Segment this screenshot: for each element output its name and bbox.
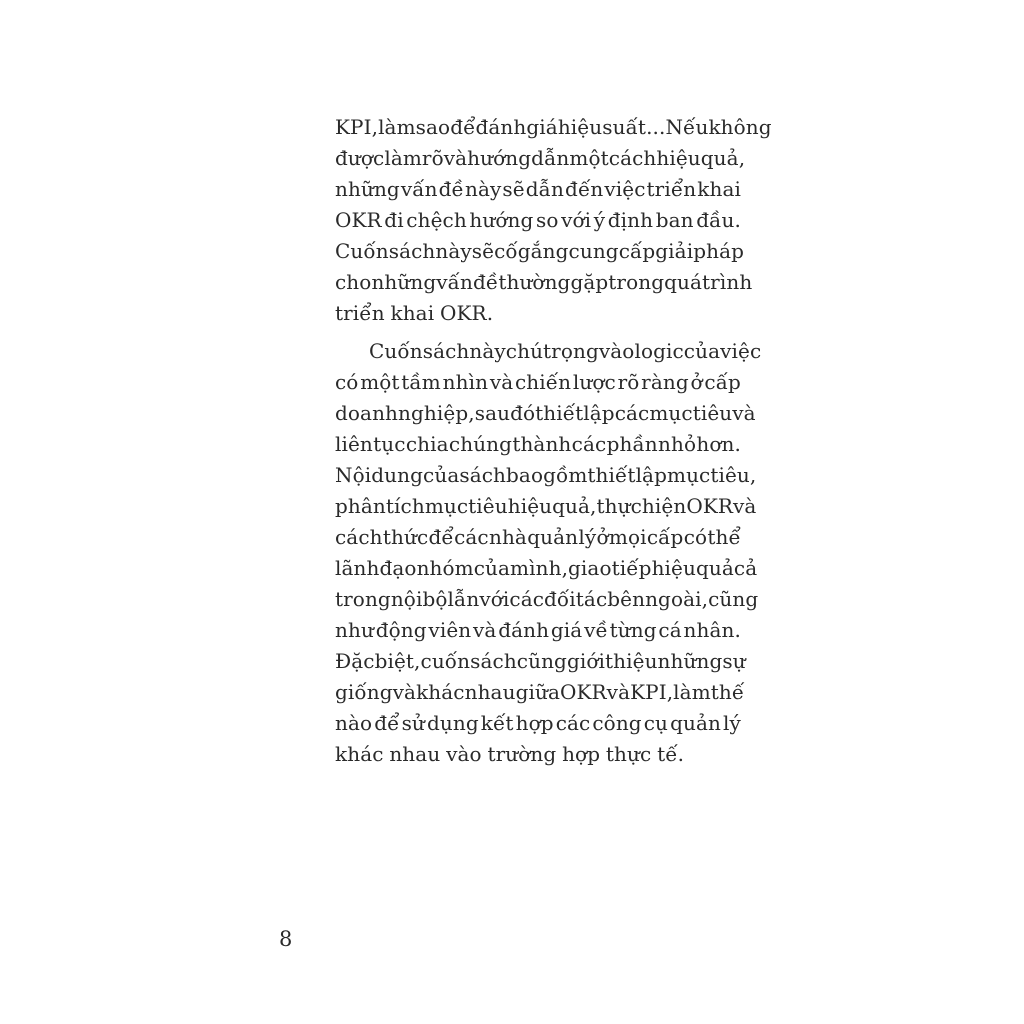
word: với <box>561 208 592 232</box>
word: lập <box>635 463 667 487</box>
word: sao <box>415 115 451 139</box>
word: đó <box>510 401 536 425</box>
word: liên <box>335 432 373 456</box>
word: rõ <box>421 146 444 170</box>
word: làm <box>673 680 711 704</box>
word: gắng <box>517 239 569 263</box>
word: đầu. <box>696 208 741 232</box>
word: cả <box>733 556 758 580</box>
word: của <box>683 339 721 363</box>
word: lãnh <box>335 556 380 580</box>
word: công <box>592 711 642 735</box>
word: và <box>473 618 497 642</box>
word: lược <box>572 370 616 394</box>
word: này <box>435 239 472 263</box>
text-line <box>335 646 746 677</box>
word: dẫn <box>531 146 570 170</box>
word: giải <box>655 239 694 263</box>
word: để <box>428 525 454 549</box>
word: động <box>375 618 427 642</box>
word: làm <box>378 115 416 139</box>
word: thiết <box>535 401 584 425</box>
word: các <box>509 587 545 611</box>
word: các <box>571 432 607 456</box>
word: và <box>489 370 514 394</box>
word: cấp <box>704 370 741 394</box>
text-line <box>335 460 757 491</box>
word: của <box>473 556 511 580</box>
word: cá <box>658 618 682 642</box>
word: tiêu <box>692 401 733 425</box>
word: tác <box>575 587 608 611</box>
word: thành <box>512 432 572 456</box>
word: dụng <box>426 711 479 735</box>
text-line <box>335 267 753 298</box>
word: cuốn <box>420 649 471 673</box>
word: hiệu <box>507 494 553 518</box>
word: quản <box>527 525 579 549</box>
word: các <box>454 525 489 549</box>
word: kết <box>480 711 514 735</box>
word: doanh <box>335 401 399 425</box>
word: biệt, <box>374 649 421 673</box>
word: ràng <box>641 370 689 394</box>
word: hiệu <box>656 146 701 170</box>
word: lý <box>723 711 741 735</box>
word: các <box>555 711 591 735</box>
word: tiếp <box>611 556 652 580</box>
word: nghiệp, <box>398 401 475 425</box>
word: khai <box>390 301 435 325</box>
word: KPI, <box>630 680 674 704</box>
word: quá <box>664 270 703 294</box>
word: nhau <box>464 680 516 704</box>
word: đánh <box>498 618 550 642</box>
word: đến <box>565 177 604 201</box>
word: những <box>335 177 400 201</box>
word: một <box>360 370 400 394</box>
word: vấn <box>436 270 474 294</box>
word: thiệu <box>605 649 658 673</box>
page-number: 8 <box>279 927 293 951</box>
word: khác <box>416 680 465 704</box>
word: hiệu <box>651 556 696 580</box>
word: trình <box>702 270 753 294</box>
word: nhau <box>389 742 441 766</box>
word: và <box>392 680 417 704</box>
word: dung <box>371 463 424 487</box>
word: giá <box>550 618 583 642</box>
word: dẫn <box>525 177 565 201</box>
word: hiện <box>641 494 687 518</box>
word: OKR <box>686 494 734 518</box>
word: logic <box>634 339 684 363</box>
text-line <box>335 491 757 522</box>
word: suất... <box>602 115 666 139</box>
text-line <box>335 143 746 174</box>
paragraph <box>335 336 762 770</box>
word: giá <box>526 115 558 139</box>
word: có <box>335 370 359 394</box>
word: cho <box>335 270 372 294</box>
word: Đặc <box>335 649 375 673</box>
word: trong <box>335 587 391 611</box>
word: cách <box>335 525 383 549</box>
word: thức <box>382 525 429 549</box>
word: Nếu <box>665 115 709 139</box>
word: OKR. <box>440 301 494 325</box>
word: về <box>584 618 608 642</box>
word: giao <box>568 556 612 580</box>
word: giữa <box>515 680 560 704</box>
word: chiến <box>515 370 572 394</box>
word: với <box>479 587 510 611</box>
word: sách <box>388 239 436 263</box>
word: sách <box>422 339 470 363</box>
word: sử <box>401 711 425 735</box>
word: để <box>374 711 400 735</box>
word: Nội <box>335 463 372 487</box>
word: chú <box>505 339 544 363</box>
word: nhân. <box>683 618 741 642</box>
word: lập <box>583 401 615 425</box>
word: KPI, <box>335 115 379 139</box>
word: nào <box>335 711 373 735</box>
word: khác <box>335 742 384 766</box>
word: cũng <box>516 649 567 673</box>
word: mục <box>649 401 693 425</box>
text-line <box>335 367 741 398</box>
text-line <box>335 584 759 615</box>
word: hiệu <box>557 115 603 139</box>
word: OKR <box>335 208 382 232</box>
text-line <box>335 336 762 367</box>
word: việc <box>720 339 762 363</box>
word: hướng <box>467 146 532 170</box>
word: của <box>423 463 460 487</box>
word: thực <box>605 742 652 766</box>
word: sẽ <box>502 177 525 201</box>
word: rõ <box>617 370 640 394</box>
word: đạo <box>379 556 417 580</box>
word: phân <box>335 494 386 518</box>
text-line <box>335 112 772 143</box>
word: hợp <box>515 711 554 735</box>
word: mục <box>424 494 469 518</box>
word: tiêu <box>468 494 508 518</box>
text-line <box>335 615 741 646</box>
word: bao <box>506 463 544 487</box>
word: sách <box>470 649 517 673</box>
word: hợp <box>562 742 601 766</box>
word: đánh <box>475 115 527 139</box>
word: tục <box>373 432 406 456</box>
word: gồm <box>543 463 588 487</box>
word: cụ <box>643 711 669 735</box>
word: ý <box>593 208 606 232</box>
word: tế. <box>657 742 685 766</box>
word: nhóm <box>416 556 474 580</box>
word: ngoài, <box>645 587 709 611</box>
word: phần <box>606 432 658 456</box>
paragraph <box>335 112 772 329</box>
word: cấp <box>618 239 656 263</box>
word: các <box>614 401 650 425</box>
word: có <box>683 525 708 549</box>
text-block <box>335 112 772 770</box>
word: và <box>732 401 756 425</box>
word: hướng <box>469 208 534 232</box>
word: đề <box>473 270 499 294</box>
word: lý <box>578 525 597 549</box>
word: không <box>708 115 772 139</box>
word: vấn <box>400 177 438 201</box>
word: sau <box>474 401 511 425</box>
text-line <box>335 739 741 770</box>
word: đi <box>384 208 404 232</box>
word: quả, <box>552 494 597 518</box>
word: sẽ <box>471 239 495 263</box>
word: cấp <box>646 525 684 549</box>
word: mục <box>667 463 711 487</box>
word: gặp <box>570 270 609 294</box>
word: nhỏ <box>658 432 697 456</box>
word: trong <box>608 270 665 294</box>
text-line <box>335 205 741 236</box>
word: cũng <box>708 587 759 611</box>
word: tầm <box>401 370 441 394</box>
text-line <box>335 298 741 329</box>
word: như <box>335 618 374 642</box>
word: Cuốn <box>335 239 389 263</box>
word: vào <box>446 742 482 766</box>
text-line <box>335 174 741 205</box>
word: và <box>606 680 631 704</box>
word: từng <box>609 618 657 642</box>
word: này <box>469 339 506 363</box>
word: hơn. <box>696 432 741 456</box>
word: đối <box>544 587 576 611</box>
word: nhà <box>488 525 527 549</box>
word: định <box>607 208 654 232</box>
word: sự <box>722 649 746 673</box>
word: ở <box>690 370 703 394</box>
word: những <box>371 270 437 294</box>
word: chia <box>405 432 449 456</box>
word: trọng <box>543 339 599 363</box>
word: triển <box>646 177 697 201</box>
text-line <box>335 398 756 429</box>
word: bên <box>607 587 646 611</box>
word: ở <box>596 525 609 549</box>
word: vào <box>598 339 635 363</box>
word: so <box>535 208 559 232</box>
word: trường <box>487 742 557 766</box>
word: quả <box>695 556 734 580</box>
word: khai <box>697 177 741 201</box>
text-line <box>335 708 741 739</box>
word: cách <box>608 146 657 170</box>
word: cung <box>568 239 619 263</box>
text-line <box>335 522 741 553</box>
word: chúng <box>448 432 513 456</box>
word: nội <box>390 587 423 611</box>
word: thế <box>710 680 745 704</box>
word: thực <box>596 494 642 518</box>
word: việc <box>604 177 646 201</box>
word: pháp <box>693 239 745 263</box>
word: bộ <box>422 587 448 611</box>
word: thường <box>498 270 571 294</box>
word: và <box>443 146 468 170</box>
text-line <box>335 236 745 267</box>
word: mình, <box>510 556 569 580</box>
word: làm <box>384 146 422 170</box>
text-line <box>335 429 741 460</box>
word: ban <box>655 208 694 232</box>
word: mọi <box>608 525 647 549</box>
word: tích <box>385 494 425 518</box>
word: viên <box>428 618 472 642</box>
word: thể <box>707 525 741 549</box>
word: lẫn <box>447 587 480 611</box>
text-line <box>335 677 745 708</box>
word: giới <box>566 649 606 673</box>
word: OKR <box>559 680 607 704</box>
word: chệch <box>406 208 467 232</box>
word: một <box>569 146 609 170</box>
word: tiêu, <box>710 463 757 487</box>
word: những <box>657 649 723 673</box>
word: nhìn <box>442 370 489 394</box>
word: đề <box>438 177 464 201</box>
word: quản <box>670 711 721 735</box>
word: cố <box>494 239 518 263</box>
word: sách <box>459 463 507 487</box>
word: Cuốn <box>369 339 423 363</box>
text-line <box>335 553 758 584</box>
word: và <box>733 494 757 518</box>
word: để <box>450 115 476 139</box>
word: giống <box>335 680 393 704</box>
word: quả, <box>700 146 746 170</box>
word: triển <box>335 301 385 325</box>
word: thiết <box>587 463 636 487</box>
word: này <box>464 177 502 201</box>
word: được <box>335 146 385 170</box>
